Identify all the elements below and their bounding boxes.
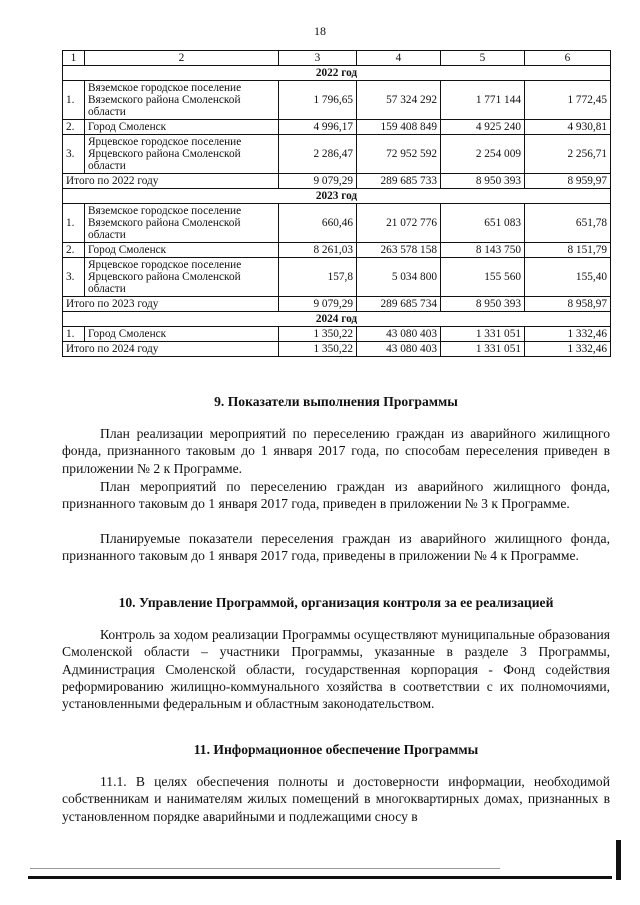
value-cell: 8 950 393 — [441, 297, 525, 312]
footer-thin-line — [30, 868, 500, 869]
table-row — [63, 120, 611, 135]
column-number: 2 — [85, 51, 279, 66]
value-cell: 4 925 240 — [441, 120, 525, 135]
resettlement-table — [62, 50, 611, 357]
value-cell: 1 796,65 — [279, 81, 357, 120]
municipality-name: Город Смоленск — [85, 327, 279, 342]
value-cell: 8 950 393 — [441, 174, 525, 189]
value-cell: 2 254 009 — [441, 135, 525, 174]
section-10-title: 10. Управление Программой, организация контроля за ее реализацией — [118, 595, 554, 610]
value-cell: 2 286,47 — [279, 135, 357, 174]
table-row — [63, 135, 611, 174]
total-label: Итого по 2024 году — [63, 342, 279, 357]
section-11-title: 11. Информационное обеспечение Программы — [193, 742, 479, 757]
year-row — [63, 66, 611, 81]
value-cell: 4 930,81 — [525, 120, 611, 135]
section-11-paragraph-1: 11.1. В целях обеспечения полноты и достоверности информации, необходимой собственникам и нанимателям жилых помещений в многоквартирных домах, признанных в установленном порядке аварийными и подлежащими сносу в — [62, 774, 610, 824]
municipality-name: Ярцевское городское поселение Ярцевского района Смоленской области — [85, 135, 279, 174]
year-heading: 2024 год — [63, 312, 611, 327]
value-cell: 159 408 849 — [357, 120, 441, 135]
column-number: 6 — [525, 51, 611, 66]
year-heading: 2022 год — [63, 66, 611, 81]
value-cell: 289 685 734 — [357, 297, 441, 312]
row-number: 3. — [63, 135, 85, 174]
value-cell: 43 080 403 — [357, 327, 441, 342]
year-heading: 2023 год — [63, 189, 611, 204]
value-cell: 8 959,97 — [525, 174, 611, 189]
table-row — [63, 258, 611, 297]
row-number: 1. — [63, 327, 85, 342]
municipality-name: Город Смоленск — [85, 120, 279, 135]
value-cell: 8 958,97 — [525, 297, 611, 312]
total-label: Итого по 2022 году — [63, 174, 279, 189]
value-cell: 8 261,03 — [279, 243, 357, 258]
table-row — [63, 81, 611, 120]
value-cell: 5 034 800 — [357, 258, 441, 297]
value-cell: 1 350,22 — [279, 342, 357, 357]
total-row — [63, 174, 611, 189]
value-cell: 72 952 592 — [357, 135, 441, 174]
table-row — [63, 243, 611, 258]
row-number: 1. — [63, 81, 85, 120]
column-number: 1 — [63, 51, 85, 66]
year-row — [63, 312, 611, 327]
value-cell: 1 331 051 — [441, 327, 525, 342]
value-cell: 1 772,45 — [525, 81, 611, 120]
value-cell: 263 578 158 — [357, 243, 441, 258]
value-cell: 1 771 144 — [441, 81, 525, 120]
value-cell: 155,40 — [525, 258, 611, 297]
municipality-name: Город Смоленск — [85, 243, 279, 258]
value-cell: 8 143 750 — [441, 243, 525, 258]
value-cell: 2 256,71 — [525, 135, 611, 174]
section-9-paragraph-3: Планируемые показатели переселения граждан из аварийного жилищного фонда, признанного таковым до 1 января 2017 года, приведены в приложении № 4 к Программе. — [62, 531, 610, 564]
total-label: Итого по 2023 году — [63, 297, 279, 312]
section-9-paragraph-1: План реализации мероприятий по переселению граждан из аварийного жилищного фонда, признанного таковым до 1 января 2017 года, по способам переселения приведен в приложении № 2 к Программе. — [62, 426, 610, 476]
value-cell: 4 996,17 — [279, 120, 357, 135]
edge-mark — [616, 840, 621, 880]
value-cell: 43 080 403 — [357, 342, 441, 357]
table-row — [63, 204, 611, 243]
section-9-paragraph-2: План мероприятий по переселению граждан из аварийного жилищного фонда, признанного таковым до 1 января 2017 года, приведен в приложении № 3 к Программе. — [62, 479, 610, 512]
section-10-paragraph-1: Контроль за ходом реализации Программы осуществляют муниципальные образования Смоленской области – участники Программы, указанные в разделе 3 Программы, Администрация Смоленской области, государственная корпорация - Фонд содействия реформированию жилищно-коммунального хозяйства в соответствии с их полномочиями, установленными федеральным и областным законодательством. — [62, 627, 610, 712]
municipality-name: Вяземское городское поселение Вяземского района Смоленской области — [85, 81, 279, 120]
value-cell: 1 332,46 — [525, 327, 611, 342]
row-number: 3. — [63, 258, 85, 297]
total-row — [63, 342, 611, 357]
value-cell: 1 332,46 — [525, 342, 611, 357]
value-cell: 155 560 — [441, 258, 525, 297]
column-number: 4 — [357, 51, 441, 66]
year-row — [63, 189, 611, 204]
value-cell: 157,8 — [279, 258, 357, 297]
table-row — [63, 327, 611, 342]
column-number: 3 — [279, 51, 357, 66]
page-number: 18 — [314, 24, 326, 38]
value-cell: 9 079,29 — [279, 297, 357, 312]
value-cell: 1 331 051 — [441, 342, 525, 357]
municipality-name: Ярцевское городское поселение Ярцевского района Смоленской области — [85, 258, 279, 297]
value-cell: 21 072 776 — [357, 204, 441, 243]
footer-rule — [28, 876, 612, 879]
value-cell: 289 685 733 — [357, 174, 441, 189]
value-cell: 1 350,22 — [279, 327, 357, 342]
column-number: 5 — [441, 51, 525, 66]
total-row — [63, 297, 611, 312]
value-cell: 651 083 — [441, 204, 525, 243]
section-9-title: 9. Показатели выполнения Программы — [214, 394, 458, 409]
value-cell: 9 079,29 — [279, 174, 357, 189]
row-number: 2. — [63, 243, 85, 258]
row-number: 1. — [63, 204, 85, 243]
value-cell: 8 151,79 — [525, 243, 611, 258]
municipality-name: Вяземское городское поселение Вяземского района Смоленской области — [85, 204, 279, 243]
value-cell: 651,78 — [525, 204, 611, 243]
value-cell: 57 324 292 — [357, 81, 441, 120]
value-cell: 660,46 — [279, 204, 357, 243]
table-header-row — [63, 51, 611, 66]
row-number: 2. — [63, 120, 85, 135]
